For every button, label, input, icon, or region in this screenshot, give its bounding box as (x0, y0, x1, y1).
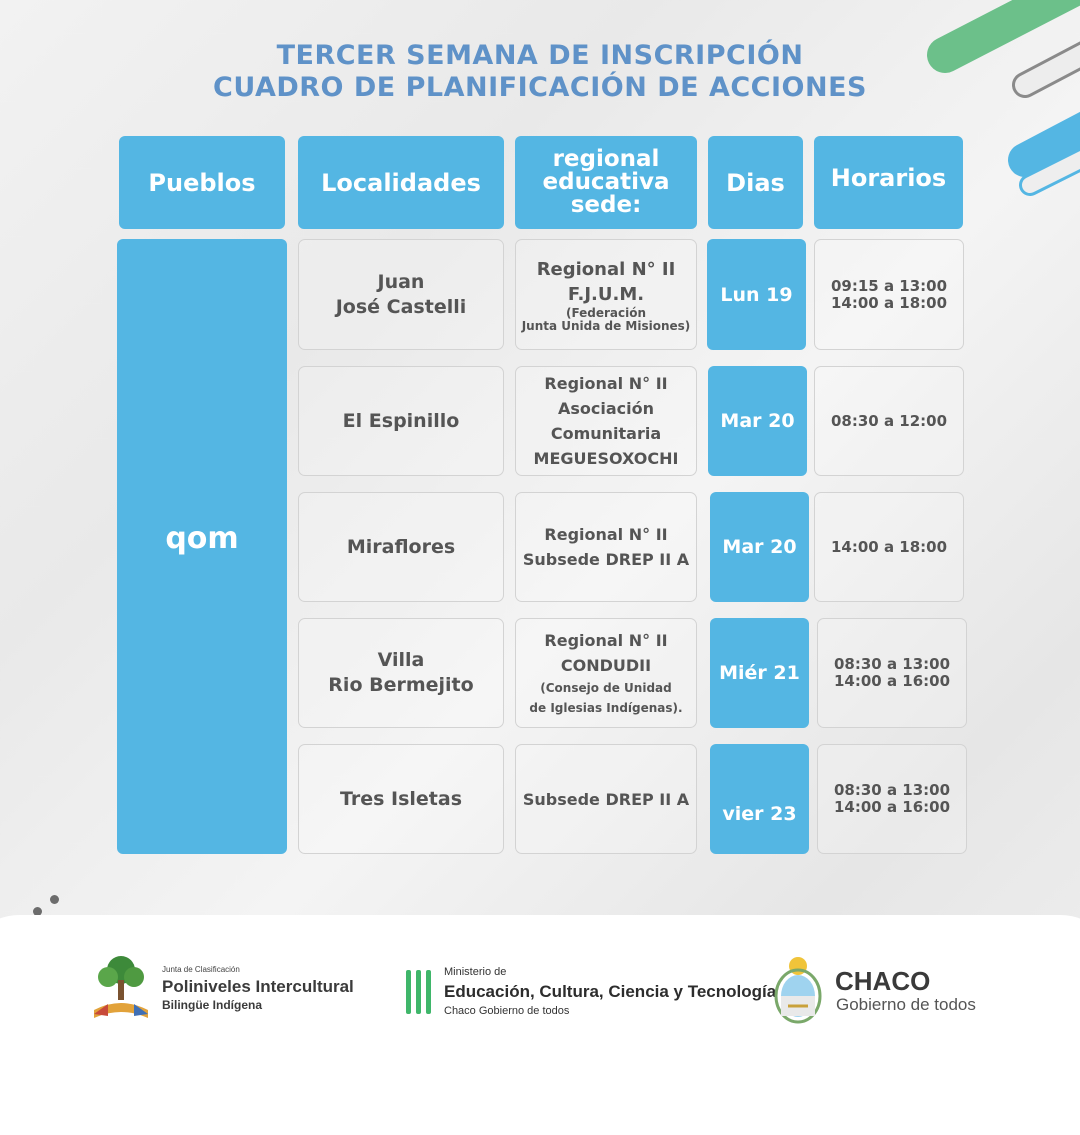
row-5-hora-line-1: 08:30 a 13:00 (833, 781, 951, 799)
logo-3-main: CHACO (835, 966, 931, 996)
row-5-loc-line-1: Tres Isletas (339, 787, 463, 810)
row-1-loc-line-2: José Castelli (335, 295, 467, 318)
tree-book-logo-icon (86, 952, 156, 1024)
row-4-loc-line-1: Villa (377, 649, 425, 671)
logo-2-sub: Chaco Gobierno de todos (444, 1005, 570, 1017)
row-1-reg-line-4: Junta Unida de Misiones) (521, 318, 691, 333)
logo-1-small: Junta de Clasificación (162, 965, 240, 974)
table-row-3-localidad (298, 492, 504, 602)
row-4-loc-line-2: Rio Bermejito (328, 674, 474, 696)
row-4-reg-line-1: Regional N° II (544, 631, 668, 650)
table-row-2-horario (814, 366, 964, 476)
row-2-dia-label: Mar 20 (720, 410, 795, 432)
table-row-3-horario (814, 492, 964, 602)
header-horarios (814, 136, 963, 229)
table-row-4-horario (817, 618, 967, 728)
table-row-1-dia (707, 239, 806, 350)
pueblo-label: qom (165, 521, 239, 556)
row-4-hora-line-2: 14:00 a 16:00 (833, 672, 951, 690)
table-row-1-localidad (298, 239, 504, 350)
table-row-4-dia (710, 618, 809, 728)
table-row-5-dia (710, 744, 809, 854)
table-row-4-localidad (298, 618, 504, 728)
row-3-reg-line-1: Regional N° II (544, 525, 668, 544)
row-1-hora-line-2: 14:00 a 18:00 (830, 293, 948, 312)
row-5-reg-line-1: Subsede DREP II A (522, 789, 690, 809)
table-row-3-dia (710, 492, 809, 602)
row-2-hora-line-1: 08:30 a 12:00 (830, 411, 948, 430)
row-3-loc-line-1: Miraflores (346, 535, 456, 558)
stripe-blue (1025, 110, 1080, 185)
table-row-2-localidad (298, 366, 504, 476)
row-3-hora-line-1: 14:00 a 18:00 (830, 537, 948, 556)
header-pueblos (119, 136, 285, 229)
table-row-5-regional (515, 744, 697, 854)
row-4-reg-line-2: CONDUDII (560, 656, 652, 675)
header-regional (515, 136, 697, 229)
row-2-reg-line-1: Regional N° II (544, 374, 668, 393)
header-dias-label: Dias (726, 168, 785, 197)
logo-1-main: Poliniveles Intercultural (162, 977, 354, 996)
header-localidades-label: Localidades (321, 168, 481, 197)
table-row-4-regional (515, 618, 697, 728)
title-line-2: CUADRO DE PLANIFICACIÓN DE ACCIONES (213, 72, 867, 103)
row-1-reg-line-1: Regional N° II (536, 258, 676, 280)
row-4-reg-line-4: de Iglesias Indígenas). (529, 701, 683, 715)
header-regional-line-2: educativa (542, 169, 670, 195)
row-5-hora-line-2: 14:00 a 16:00 (833, 798, 951, 816)
page-title (0, 40, 1080, 104)
logo-3-sub: Gobierno de todos (836, 995, 976, 1014)
table-row-2-dia (708, 366, 807, 476)
row-3-dia-label: Mar 20 (722, 536, 797, 558)
row-5-dia-label: vier 23 (722, 803, 797, 825)
row-4-dia-label: Miér 21 (719, 662, 800, 684)
header-regional-line-1: regional (552, 146, 660, 172)
row-2-reg-line-4: MEGUESOXOCHI (533, 449, 679, 468)
row-1-reg-line-2: F.J.U.M. (567, 283, 645, 305)
row-1-dia-label: Lun 19 (720, 283, 793, 306)
row-1-hora-line-1: 09:15 a 13:00 (830, 276, 948, 295)
ministerio-bars-icon (404, 968, 434, 1016)
row-3-reg-line-2: Subsede DREP II A (522, 550, 690, 569)
chaco-shield-icon (770, 952, 826, 1030)
footer-band (0, 915, 1080, 1135)
table-row-5-localidad (298, 744, 504, 854)
row-1-reg-line-3: (Federación (565, 305, 647, 320)
logo-1-sub: Bilingüe Indígena (162, 998, 263, 1012)
row-2-reg-line-2: Asociación (557, 399, 654, 418)
table-row-3-regional (515, 492, 697, 602)
row-4-hora-line-1: 08:30 a 13:00 (833, 655, 951, 673)
header-dias (708, 136, 803, 229)
table-row-5-horario (817, 744, 967, 854)
header-regional-line-3: sede: (570, 192, 642, 218)
header-horarios-label: Horarios (830, 164, 947, 192)
table-row-2-regional (515, 366, 697, 476)
header-localidades (298, 136, 504, 229)
table-row-1-regional (515, 239, 697, 350)
row-2-reg-line-3: Comunitaria (550, 424, 662, 443)
row-1-loc-line-1: Juan (377, 270, 425, 293)
row-4-reg-line-3: (Consejo de Unidad (540, 681, 672, 695)
logo-2-main: Educación, Cultura, Ciencia y Tecnología (444, 982, 777, 1001)
pueblo-cell (117, 239, 287, 854)
row-2-loc-line-1: El Espinillo (342, 409, 460, 432)
table-row-1-horario (814, 239, 964, 350)
header-pueblos-label: Pueblos (148, 168, 256, 197)
title-line-1: TERCER SEMANA DE INSCRIPCIÓN (276, 40, 804, 71)
logo-2-small: Ministerio de (444, 966, 507, 978)
